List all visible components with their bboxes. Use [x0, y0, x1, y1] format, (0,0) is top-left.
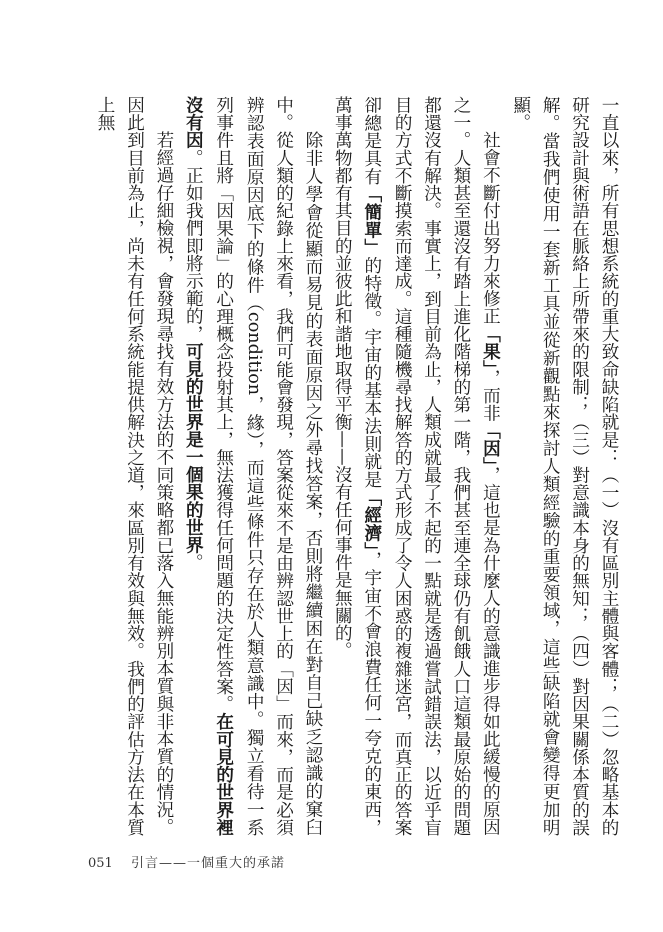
text-run: 。正如我們即將示範的， — [183, 148, 204, 343]
text-run: ，而非 — [480, 369, 501, 422]
bold-text-run: 「果」 — [480, 325, 502, 370]
text-run: 的特徵。宇宙的基本法則就是 — [361, 256, 382, 489]
paragraph — [327, 96, 505, 836]
page-footer — [88, 852, 285, 871]
bold-text-run: 「經濟」 — [361, 488, 383, 551]
bold-text-run: 「因」 — [480, 421, 502, 466]
text-run: 除非人學會從顯而易見的表面原因之外尋找答案，否則將繼續困在對自己缺乏認識的窠臼中。從人類的紀錄上來看，我們可能會發現，答案從來不是由辨認世上的「因」而來，而是必須辨認表面原因底下的條件（condition，緣），而這些條件只存在於人類意識中。獨立看待一系列事件且將「因果論」的心理概念投射其上，無法獲得任何問題的決定性答案。 — [213, 96, 323, 836]
text-run: ，宇宙不會浪費任何一夸克的東西，萬事萬物都有其目的並彼此和諧地取得平衡——沒有任何事件是無關的。 — [332, 96, 382, 836]
bold-text-run: 「簡單」 — [361, 185, 383, 257]
running-head: 引言——一個重大的承諾 — [130, 856, 285, 871]
text-run: 。 — [183, 553, 204, 572]
text-run: 社會不斷付出努力來修正 — [480, 131, 501, 326]
text-run: 一直以來，所有思想系統的重大致命缺陷就是：（一）沒有區別主體與客體；（二）忽略基本的研究設計與術語在脈絡上所帶來的限制；（三）對意識本身的無知；（四）對因果關係本質的誤解。當我們使用一套新工具並從新觀點來探討人類經驗的重要領域，這些缺陷就會變得更加明顯。 — [510, 96, 619, 836]
bold-text-run: 在可見的世界裡沒有因 — [183, 96, 235, 836]
text-run: 若經過仔細檢視，會發現尋找有效方法的不同策略都已落入無能辨別本質與非本質的情況。因此到目前為止，尚未有任何系統能提供解決之道，來區別有效與無效。我們的評估方法在本質上無 — [95, 96, 174, 836]
page-number: 051 — [88, 856, 113, 871]
text-run: ，這也是為什麼人的意識進步得如此緩慢的原因之一。人類甚至還沒有踏上進化階梯的第一階，我們甚至連全球仍有飢餓人口這類最原始的問題都還沒有解決。事實上，到目前為止，人類成就最了不起的一點就是透過嘗試錯誤法，以近乎盲目的方式不斷摸索而達成。這種隨機尋找解答的方式形成了令人困惑的複雜迷宮，而真正的答案卻總是具有 — [361, 96, 501, 836]
paragraph — [178, 96, 327, 836]
vertical-body-text — [33, 96, 623, 836]
paragraph — [505, 96, 623, 836]
paragraph — [90, 96, 178, 836]
bold-text-run: 可見的世界是一個果的世界 — [183, 342, 205, 554]
